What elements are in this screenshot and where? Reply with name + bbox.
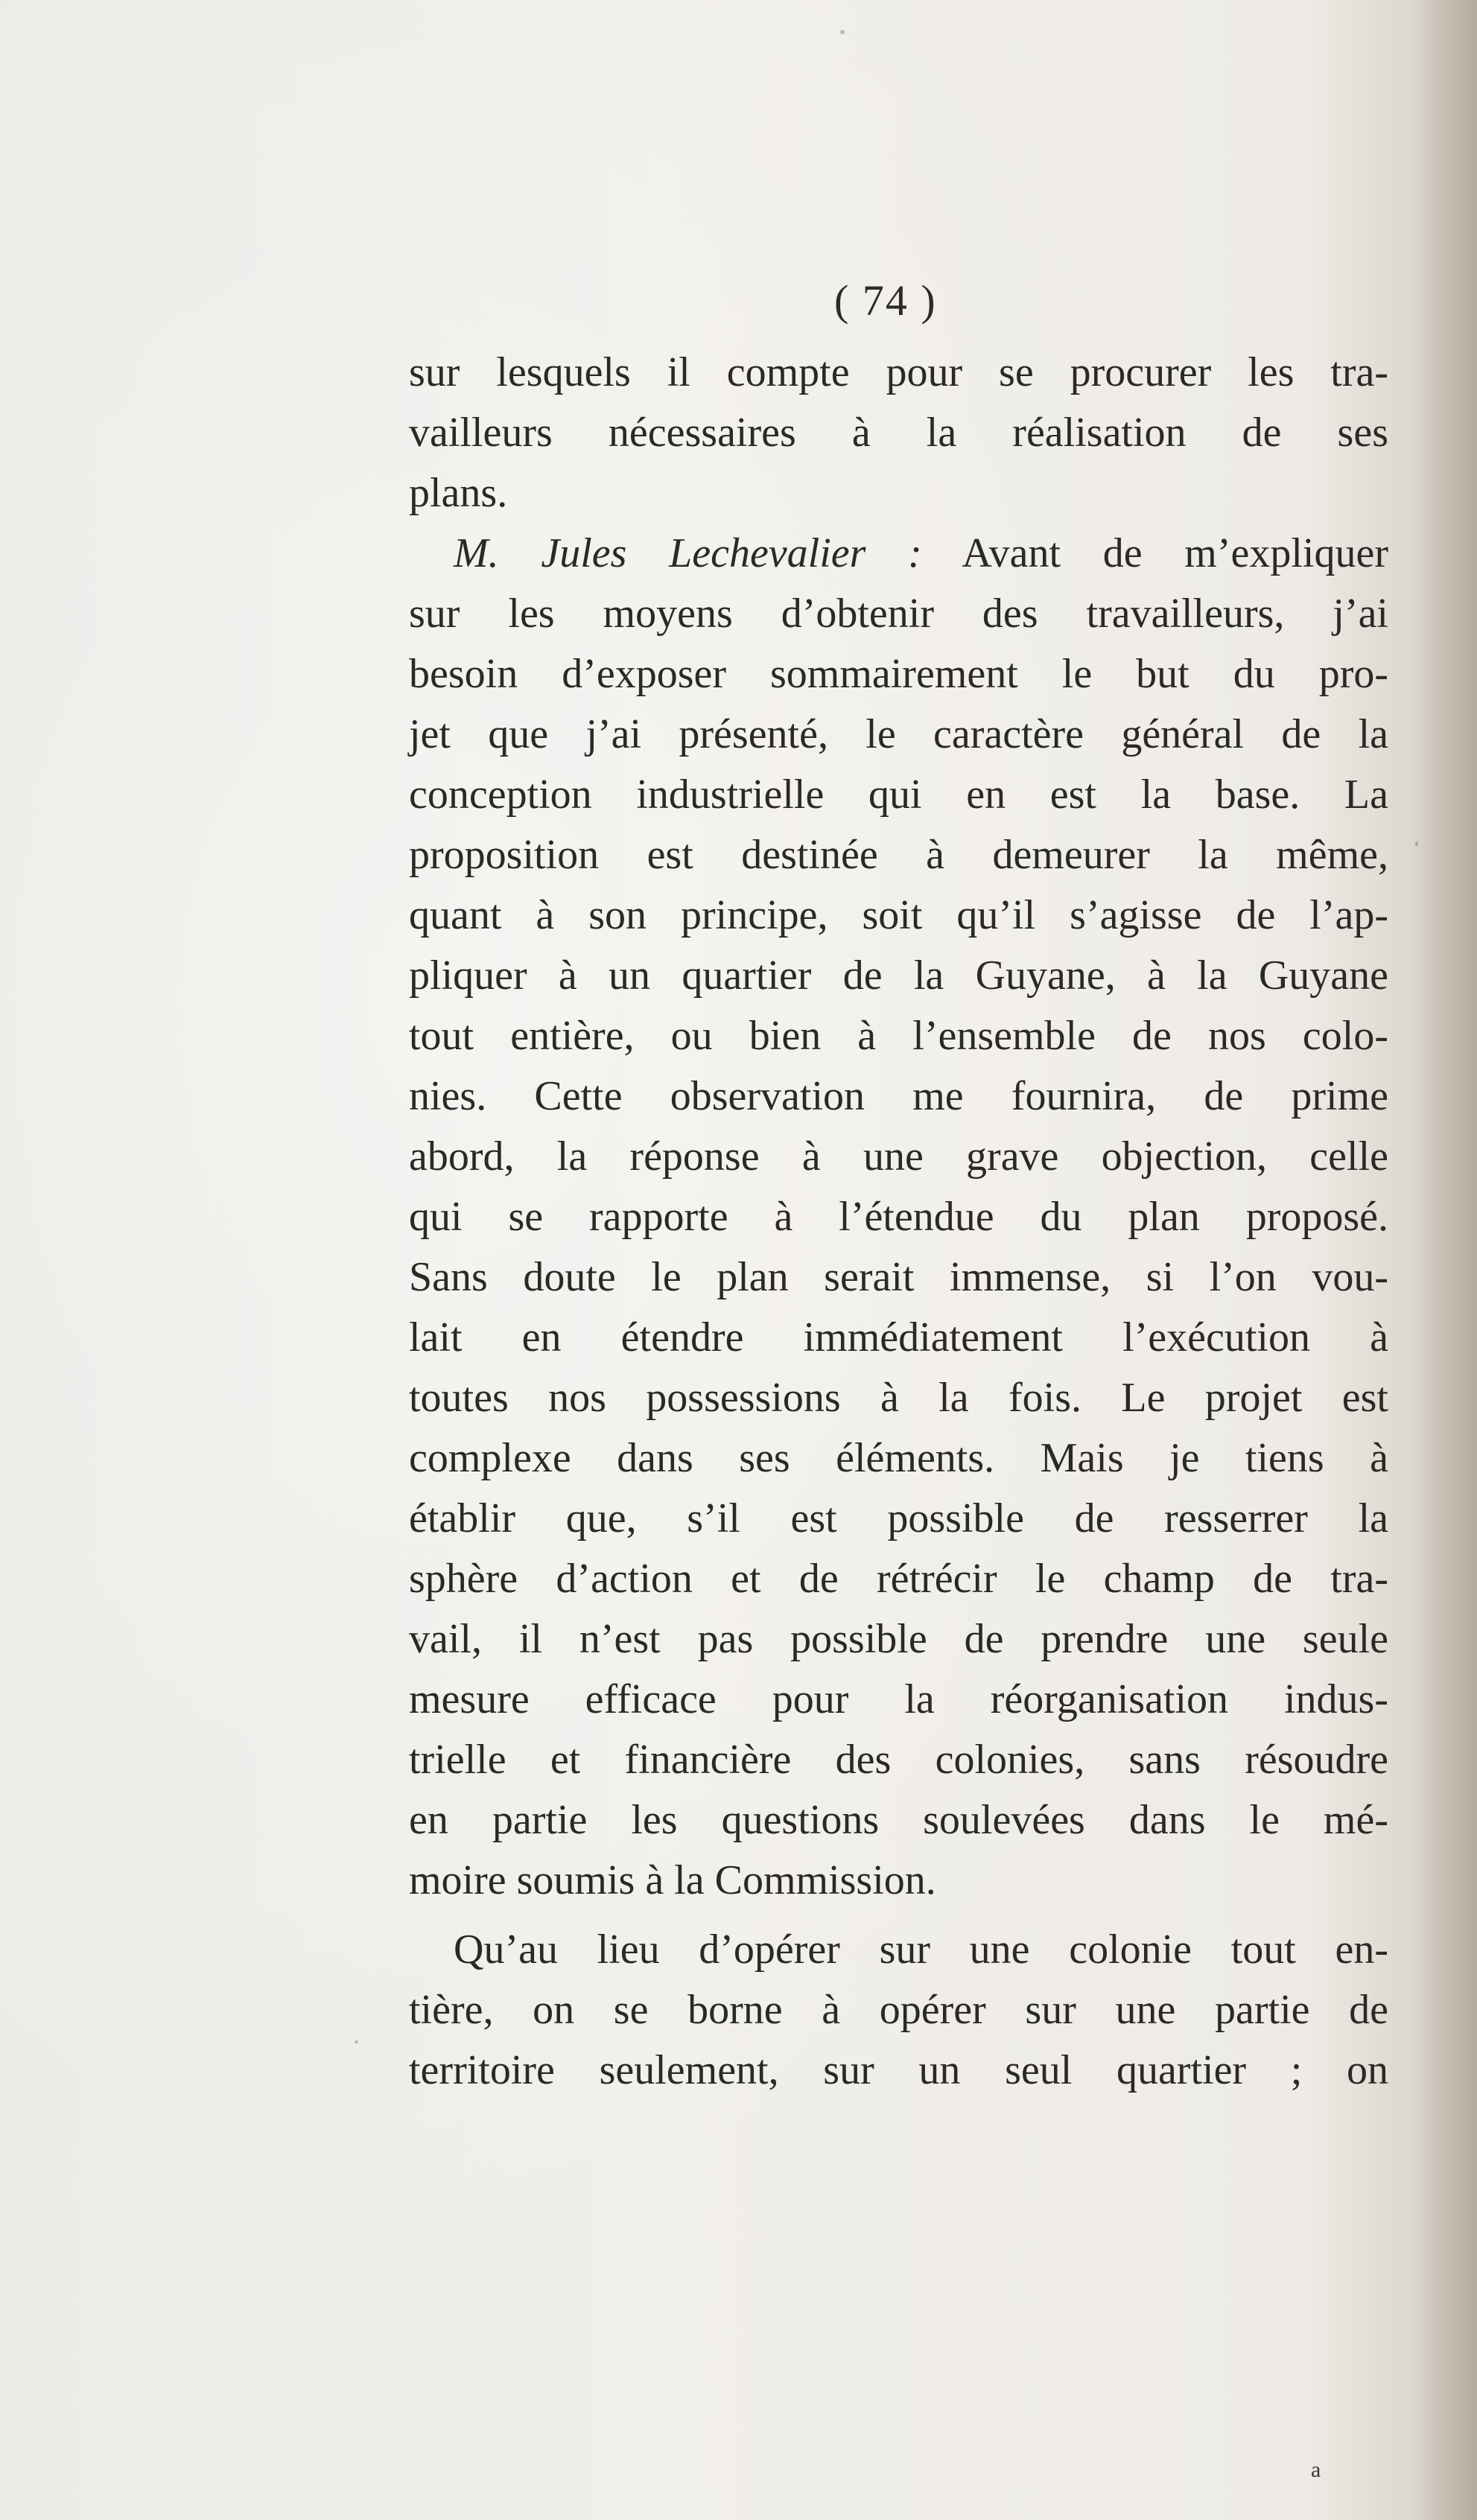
text-line: sphère d’action et de rétrécir le champ de tra- [409, 1556, 1388, 1602]
paragraph-2 [409, 524, 1388, 1911]
text-line-with-speaker [409, 524, 1388, 584]
text-line: plans. [409, 470, 508, 516]
text-line: en partie les questions soulevées dans le mé- [409, 1797, 1388, 1843]
text-line: trielle et financière des colonies, sans résoudre [409, 1737, 1388, 1783]
catchword: a [1311, 2457, 1321, 2482]
page-number: ( 74 ) [834, 276, 937, 325]
text-line: pliquer à un quartier de la Guyane, à la Guyane [409, 952, 1388, 999]
text-line: jet que j’ai présenté, le caractère général de la [409, 711, 1388, 757]
text-line: tout entière, ou bien à l’ensemble de nos colo- [409, 1013, 1388, 1059]
text-line: qui se rapporte à l’étendue du plan proposé. [409, 1194, 1388, 1240]
text-line: territoire seulement, sur un seul quartier ; on [409, 2047, 1388, 2093]
paper-speck [355, 2040, 358, 2043]
text-line: sur lesquels il compte pour se procurer les tra- [409, 349, 1388, 395]
text-line: lait en étendre immédiatement l’exécution à [409, 1314, 1388, 1361]
text-line: quant à son principe, soit qu’il s’agisse de l’ap- [409, 892, 1388, 938]
text-fragment: Avant de m’expliquer [921, 530, 1388, 576]
paper-speck [1415, 841, 1418, 846]
text-line: conception industrielle qui en est la base. La [409, 771, 1388, 818]
text-line: sur les moyens d’obtenir des travailleurs, j’ai [409, 591, 1388, 637]
text-line: Qu’au lieu d’opérer sur une colonie tout en- [454, 1926, 1388, 1973]
text-line: mesure efficace pour la réorganisation indus- [409, 1676, 1388, 1722]
paragraph-3 [409, 1920, 1388, 2101]
text-line: moire soumis à la Commission. [409, 1857, 936, 1903]
text-line: toutes nos possessions à la fois. Le projet est [409, 1375, 1388, 1421]
body-text [409, 343, 1388, 2101]
text-line: tière, on se borne à opérer sur une partie de [409, 1987, 1388, 2033]
text-line: abord, la réponse à une grave objection, celle [409, 1133, 1388, 1180]
page-gutter-shadow [1410, 0, 1477, 2520]
text-line: besoin d’exposer sommairement le but du pro- [409, 651, 1388, 697]
text-line: établir que, s’il est possible de resserrer la [409, 1495, 1388, 1541]
paper-speck [840, 30, 845, 34]
text-line: nies. Cette observation me fournira, de prime [409, 1073, 1388, 1119]
text-line: proposition est destinée à demeurer la même, [409, 832, 1388, 878]
paragraph-1 [409, 343, 1388, 524]
text-line: vail, il n’est pas possible de prendre une seule [409, 1616, 1388, 1662]
speaker-name: M. Jules Lechevalier : [454, 530, 922, 576]
text-line: Sans doute le plan serait immense, si l’on vou- [409, 1254, 1388, 1300]
text-line: vailleurs nécessaires à la réalisation de ses [409, 410, 1388, 456]
text-line: complexe dans ses éléments. Mais je tiens à [409, 1435, 1388, 1481]
paragraph-spacer [409, 1911, 1388, 1920]
